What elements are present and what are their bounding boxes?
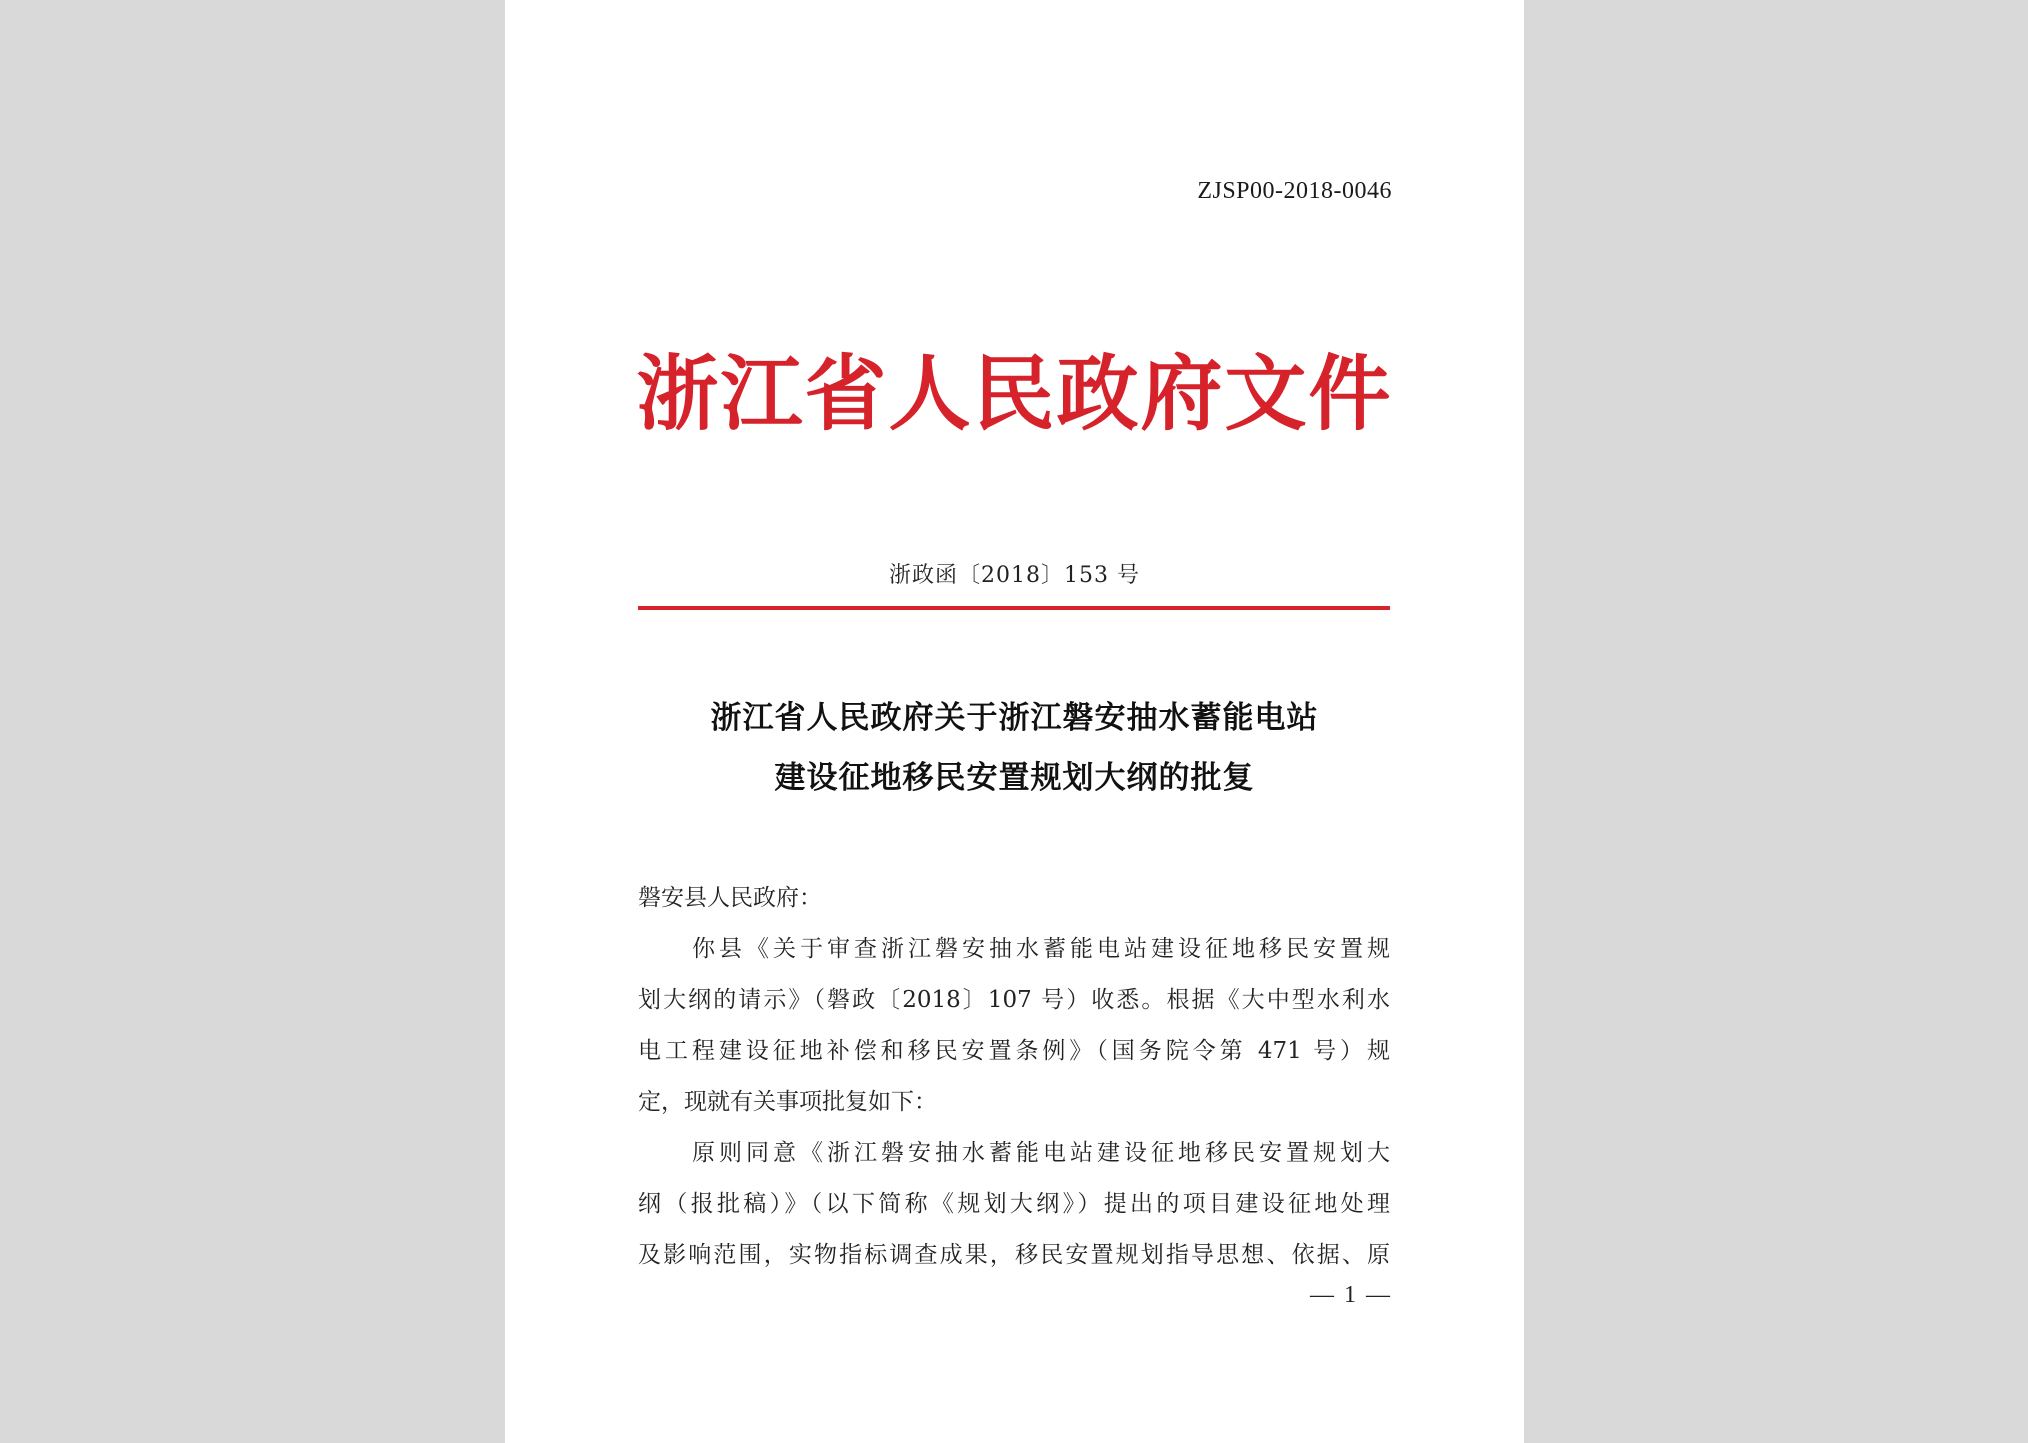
paragraph-1-line-4: 定，现就有关事项批复如下： — [638, 1089, 937, 1115]
issue-number: 浙政函〔2018〕153 号 — [889, 563, 1140, 588]
paragraph-2-line-1: 原则同意《浙江磐安抽水蓄能电站建设征地移民安置规划大 — [638, 1140, 1390, 1166]
subject-line-2: 建设征地移民安置规划大纲的批复 — [774, 760, 1255, 796]
paragraph-2-line-2: 纲（报批稿）》（以下简称《规划大纲》）提出的项目建设征地处理 — [638, 1191, 1390, 1217]
red-divider-line — [638, 606, 1390, 610]
paragraph-2 — [638, 1128, 1390, 1281]
salutation: 磐安县人民政府： — [638, 885, 822, 911]
paragraph-1-line-1: 你县《关于审查浙江磐安抽水蓄能电站建设征地移民安置规 — [638, 936, 1390, 962]
page-number: — 1 — — [1310, 1282, 1392, 1308]
document-code: ZJSP00-2018-0046 — [1197, 178, 1392, 204]
document-page — [505, 0, 1524, 1443]
paragraph-1 — [638, 924, 1390, 1128]
document-subject — [505, 688, 1524, 808]
issuer-header-title: 浙江省人民政府文件 — [636, 346, 1393, 442]
paragraph-1-line-3: 电工程建设征地补偿和移民安置条例》（国务院令第 471 号）规 — [638, 1038, 1390, 1064]
document-body — [638, 873, 1390, 1281]
paragraph-1-line-2: 划大纲的请示》（磐政〔2018〕107 号）收悉。根据《大中型水利水 — [638, 987, 1390, 1013]
paragraph-2-line-3: 及影响范围，实物指标调查成果，移民安置规划指导思想、依据、原 — [638, 1242, 1390, 1268]
subject-line-1: 浙江省人民政府关于浙江磐安抽水蓄能电站 — [710, 700, 1319, 736]
